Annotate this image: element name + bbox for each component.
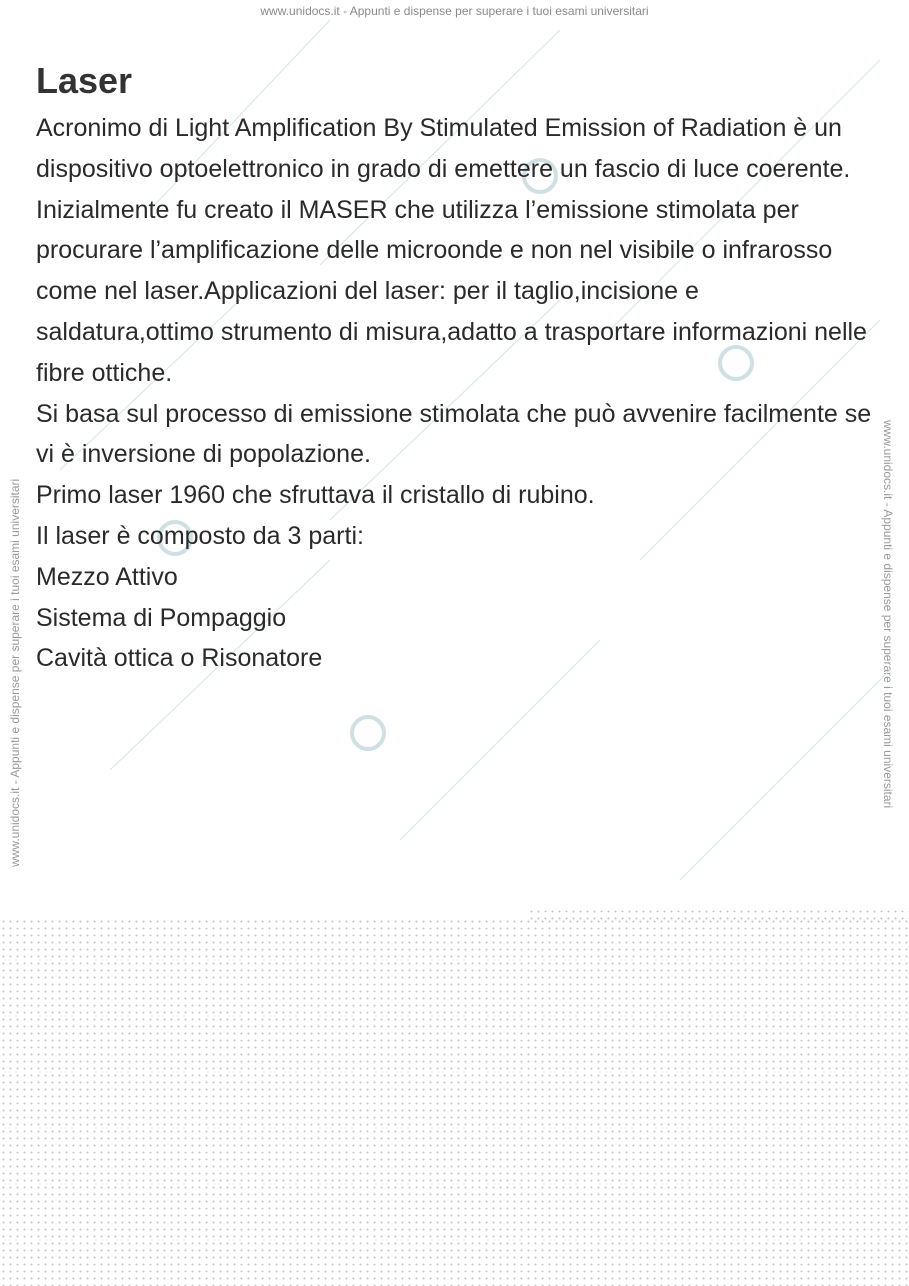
dot-grid-area (0, 918, 909, 1286)
paragraph: Si basa sul processo di emissione stimolata che può avvenire facilmente se vi è inversione di popolazione. (36, 399, 872, 469)
watermark-right: www.unidocs.it - Appunti e dispense per superare i tuoi esami universitari (881, 420, 895, 809)
list-item: Sistema di Pompaggio (36, 603, 287, 632)
paragraph: Il laser è composto da 3 parti: (36, 521, 364, 550)
list-item: Mezzo Attivo (36, 562, 178, 591)
document-text (36, 108, 876, 679)
list-item: Cavità ottica o Risonatore (36, 644, 323, 673)
paragraph: Primo laser 1960 che sfruttava il cristallo di rubino. (36, 481, 595, 510)
paragraph: Acronimo di Light Amplification By Stimulated Emission of Radiation è un dispositivo optoelettronico in grado di emettere un fascio di luce coerente. (36, 114, 851, 183)
watermark-header: www.unidocs.it - Appunti e dispense per superare i tuoi esami universitari (260, 4, 649, 18)
watermark-left: www.unidocs.it - Appunti e dispense per superare i tuoi esami universitari (8, 478, 22, 867)
paragraph: Inizialmente fu creato il MASER che utilizza l’emissione stimolata per procurare l’amplificazione delle microonde e non nel visibile o infrarosso come nel laser.Applicazioni del laser: per il taglio,incisione e saldatura,ottimo strumento di misura,adatto a trasportare informazioni nelle fibre ottiche. (36, 195, 867, 387)
document-title: Laser (36, 60, 133, 101)
document-body (36, 60, 876, 679)
